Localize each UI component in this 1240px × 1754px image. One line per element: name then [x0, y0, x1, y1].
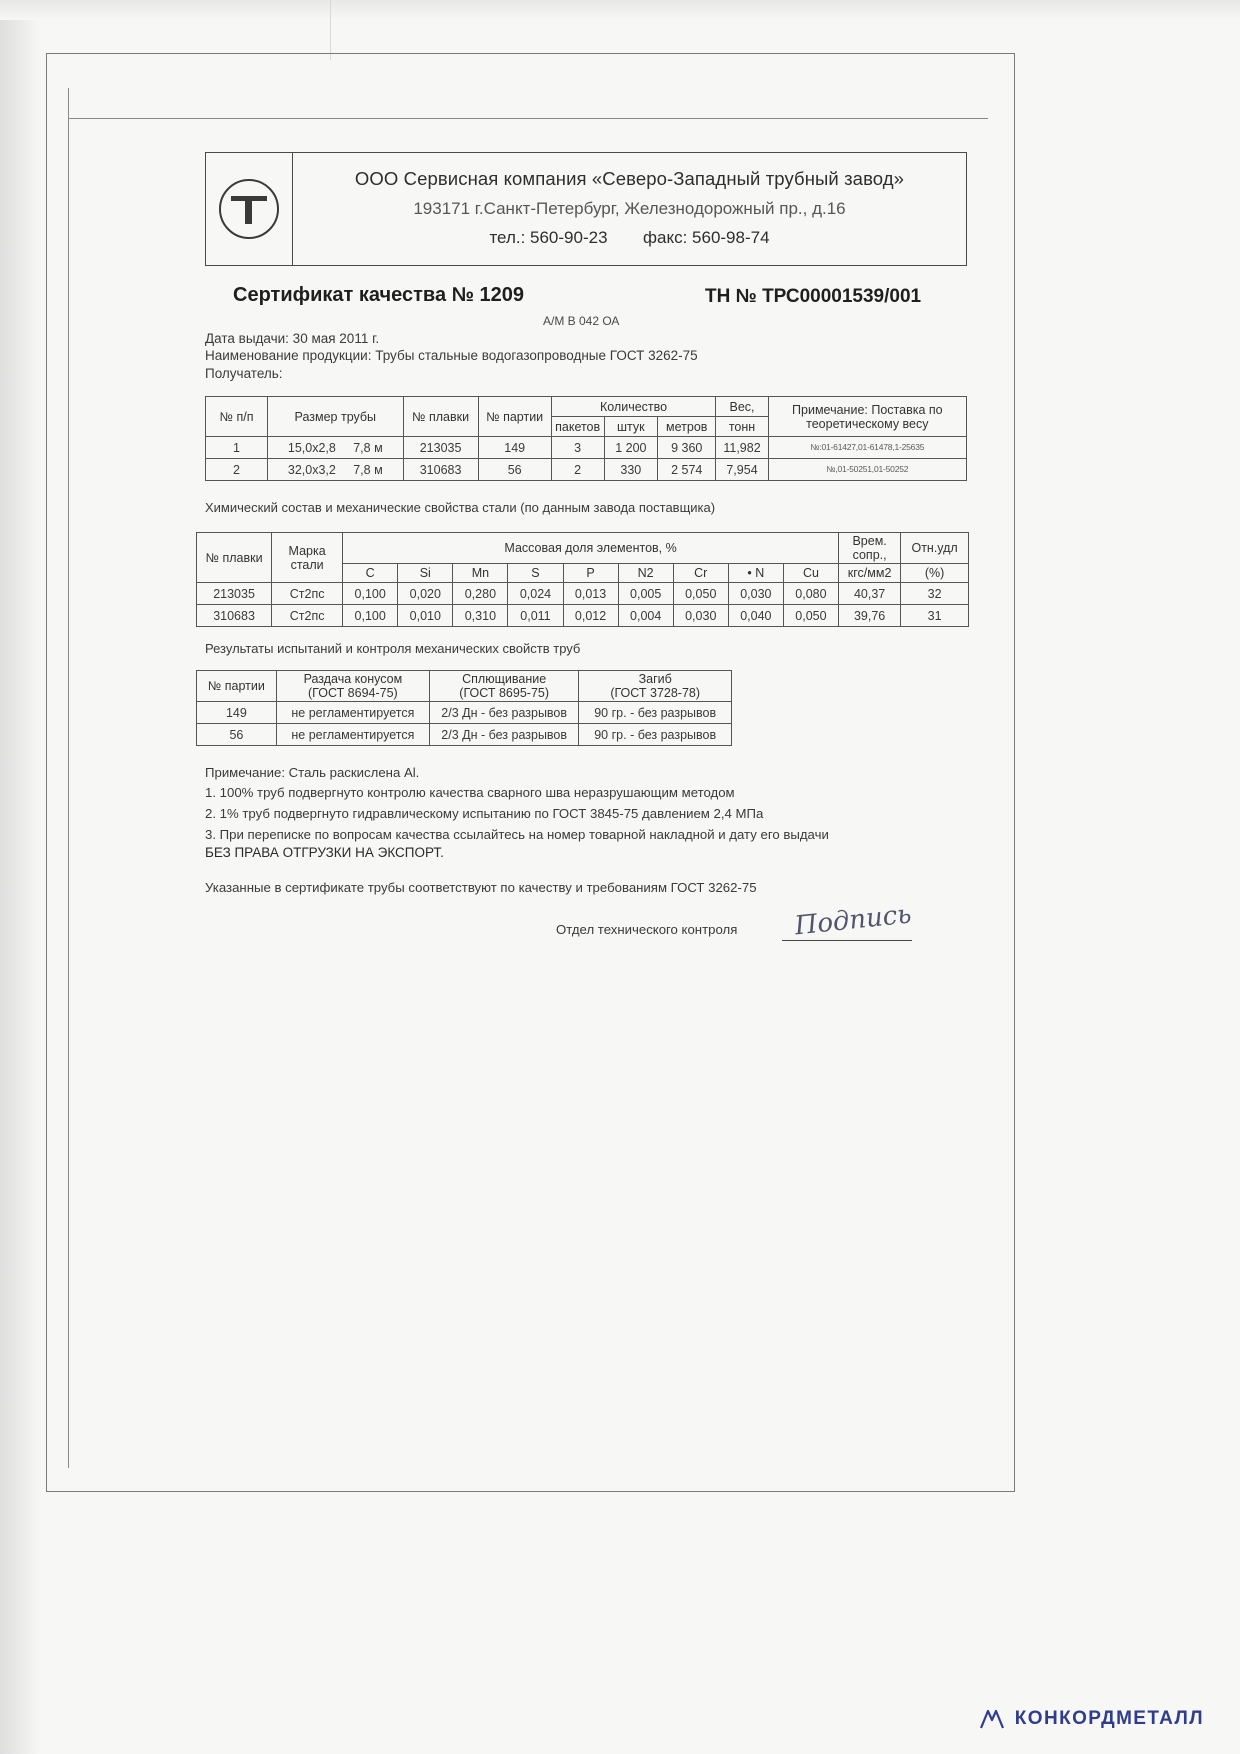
receiver: Получатель:: [205, 366, 283, 381]
cell-size-value: 15,0х2,8: [287, 440, 336, 455]
cell-ni: 0,040: [728, 605, 783, 627]
th-note-line1: Примечание: Поставка по: [792, 402, 943, 417]
cell-elong: 32: [901, 583, 969, 605]
cell-c: 0,100: [343, 605, 398, 627]
th-quantity-group: Количество: [551, 397, 716, 417]
th-el-c: C: [343, 564, 398, 583]
cell-note: №,01-50251,01-50252: [768, 459, 966, 481]
table-header-row: [197, 533, 969, 564]
cell-tensile: 40,37: [838, 583, 900, 605]
cell-ni: 0,030: [728, 583, 783, 605]
th-el-ni: • N: [728, 564, 783, 583]
cell-size-value: 32,0х3,2: [287, 462, 336, 477]
cell-party: 149: [197, 702, 277, 724]
th-bend-line1: Загиб: [638, 672, 672, 686]
th-elong: Отн.удл: [901, 533, 969, 564]
company-contacts: [489, 228, 769, 248]
th-num: № п/п: [206, 397, 268, 437]
company-fax: факс: 560-98-74: [643, 228, 770, 247]
cell-cone: не регламентируется: [276, 724, 429, 746]
cell-pieces: 330: [604, 459, 658, 481]
th-pieces: штук: [604, 417, 658, 437]
page-title: Сертификат качества № 1209: [233, 284, 524, 306]
logo-cell: [206, 153, 293, 265]
cell-packs: 3: [551, 437, 604, 459]
cell-cr: 0,030: [673, 605, 728, 627]
table-row: [206, 437, 967, 459]
company-header: [205, 152, 967, 266]
th-mass-group: Массовая доля элементов, %: [343, 533, 839, 564]
th-party: № партии: [478, 397, 551, 437]
chem-section-label: Химический состав и механические свойства стали (по данным завода поставщика): [205, 500, 716, 515]
th-heat: № плавки: [403, 397, 478, 437]
cell-flattening: 2/3 Дн - без разрывов: [429, 702, 578, 724]
note-item-3: 3. При переписке по вопросам качества ссылайтесь на номер товарной накладной и дату его выдачи: [205, 827, 829, 842]
mechanical-tests-table: [196, 670, 732, 746]
cell-s: 0,024: [508, 583, 563, 605]
cell-n2: 0,005: [618, 583, 673, 605]
cell-p: 0,013: [563, 583, 618, 605]
am-code: А/М В 042 ОА: [543, 314, 620, 328]
cell-mn: 0,310: [453, 605, 508, 627]
cell-grade: Ст2пс: [272, 583, 343, 605]
company-phone: тел.: 560-90-23: [489, 228, 608, 247]
conformity-statement: Указанные в сертификате трубы соответствуют по качеству и требованиям ГОСТ 3262-75: [205, 880, 757, 895]
th-size: Размер трубы: [268, 397, 403, 437]
cell-tensile: 39,76: [838, 605, 900, 627]
tn-number: ТН № ТРС00001539/001: [705, 286, 922, 307]
th-tensile: [838, 533, 900, 564]
th-note-line2: теоретическому весу: [806, 416, 929, 431]
notes-heading: Примечание: Сталь раскислена Al.: [205, 765, 420, 780]
th-el-cu: Cu: [783, 564, 838, 583]
cell-size: [268, 459, 403, 481]
table-header-row: [206, 397, 967, 417]
cell-cone: не регламентируется: [276, 702, 429, 724]
th-weight-group: Вес,: [716, 397, 768, 417]
th-grade-line2: стали: [290, 557, 324, 572]
th-heat: № плавки: [197, 533, 272, 583]
th-packs: пакетов: [551, 417, 604, 437]
cell-pieces: 1 200: [604, 437, 658, 459]
table-row: [197, 702, 732, 724]
signature: Подпись: [793, 899, 913, 942]
th-weight-unit: тонн: [716, 417, 768, 437]
th-cone-line2: (ГОСТ 8694-75): [308, 686, 398, 700]
footer-brand: [979, 1706, 1204, 1732]
th-el-n2: N2: [618, 564, 673, 583]
cell-s: 0,011: [508, 605, 563, 627]
th-el-p: P: [563, 564, 618, 583]
cell-length-value: 7,8 м: [353, 440, 383, 455]
cell-mn: 0,280: [453, 583, 508, 605]
cell-n2: 0,004: [618, 605, 673, 627]
th-elong-unit: (%): [901, 564, 969, 583]
cell-party: 149: [478, 437, 551, 459]
footer-brand-text: КОНКОРДМЕТАЛЛ: [1014, 1708, 1204, 1729]
cell-num: 2: [206, 459, 268, 481]
cell-packs: 2: [551, 459, 604, 481]
cell-flattening: 2/3 Дн - без разрывов: [429, 724, 578, 746]
cell-num: 1: [206, 437, 268, 459]
th-grade: [272, 533, 343, 583]
cell-si: 0,010: [398, 605, 453, 627]
th-tensile-line1: Врем.: [852, 534, 887, 548]
issue-date: Дата выдачи: 30 мая 2011 г.: [205, 331, 380, 346]
cell-heat: 213035: [197, 583, 272, 605]
chemistry-table: [196, 532, 969, 627]
company-name: ООО Сервисная компания «Северо-Западный трубный завод»: [354, 168, 905, 189]
th-flattening-line2: (ГОСТ 8695-75): [459, 686, 550, 700]
cell-p: 0,012: [563, 605, 618, 627]
th-note: [768, 397, 966, 437]
th-meters: метров: [658, 417, 716, 437]
table-row: [197, 724, 732, 746]
th-tensile-line2: сопр.,: [852, 548, 887, 562]
cell-length-value: 7,8 м: [353, 462, 383, 477]
cell-heat: 310683: [197, 605, 272, 627]
th-party: № партии: [197, 671, 277, 702]
cell-bend: 90 гр. - без разрывов: [579, 724, 732, 746]
cell-size: [268, 437, 403, 459]
th-bend: [579, 671, 732, 702]
table-row: [197, 605, 969, 627]
cell-party: 56: [197, 724, 277, 746]
table-row: [206, 459, 967, 481]
note-item-1: 1. 100% труб подвергнуто контролю качества сварного шва неразрушающим методом: [205, 785, 735, 800]
cell-weight: 11,982: [716, 437, 768, 459]
th-bend-line2: (ГОСТ 3728-78): [610, 686, 701, 700]
th-cone-line1: Раздача конусом: [303, 672, 403, 686]
th-tensile-unit: кгс/мм2: [838, 564, 900, 583]
cell-cu: 0,050: [783, 605, 838, 627]
company-address: 193171 г.Санкт-Петербург, Железнодорожный пр., д.16: [413, 199, 846, 218]
cell-grade: Ст2пс: [272, 605, 343, 627]
th-el-mn: Mn: [453, 564, 508, 583]
company-details: [293, 153, 966, 265]
szp-logo-icon: [219, 179, 279, 239]
cell-si: 0,020: [398, 583, 453, 605]
note-export-restriction: БЕЗ ПРАВА ОТГРУЗКИ НА ЭКСПОРТ.: [205, 845, 444, 860]
table-row: [197, 583, 969, 605]
th-cone: [276, 671, 429, 702]
concord-logo-icon: [979, 1706, 1005, 1732]
cell-heat: 213035: [403, 437, 478, 459]
cell-elong: 31: [901, 605, 969, 627]
cell-c: 0,100: [343, 583, 398, 605]
cell-bend: 90 гр. - без разрывов: [579, 702, 732, 724]
cell-cu: 0,080: [783, 583, 838, 605]
th-el-si: Si: [398, 564, 453, 583]
note-item-2: 2. 1% труб подвергнуто гидравлическому испытанию по ГОСТ 3845-75 давлением 2,4 МПа: [205, 806, 764, 821]
table-header-row: [197, 671, 732, 702]
product-name: Наименование продукции: Трубы стальные водогазопроводные ГОСТ 3262-75: [205, 348, 698, 363]
cell-meters: 9 360: [658, 437, 716, 459]
th-el-s: S: [508, 564, 563, 583]
cell-cr: 0,050: [673, 583, 728, 605]
mech-section-label: Результаты испытаний и контроля механических свойств труб: [205, 641, 581, 656]
th-grade-line1: Марка: [288, 543, 326, 558]
cell-weight: 7,954: [716, 459, 768, 481]
cell-party: 56: [478, 459, 551, 481]
cell-meters: 2 574: [658, 459, 716, 481]
th-flattening-line1: Сплющивание: [462, 672, 547, 686]
otk-label: Отдел технического контроля: [556, 922, 738, 937]
delivery-table: [205, 396, 967, 481]
cell-heat: 310683: [403, 459, 478, 481]
th-flattening: [429, 671, 578, 702]
th-el-cr: Cr: [673, 564, 728, 583]
cell-note: №:01-61427,01-61478,1-25635: [768, 437, 966, 459]
